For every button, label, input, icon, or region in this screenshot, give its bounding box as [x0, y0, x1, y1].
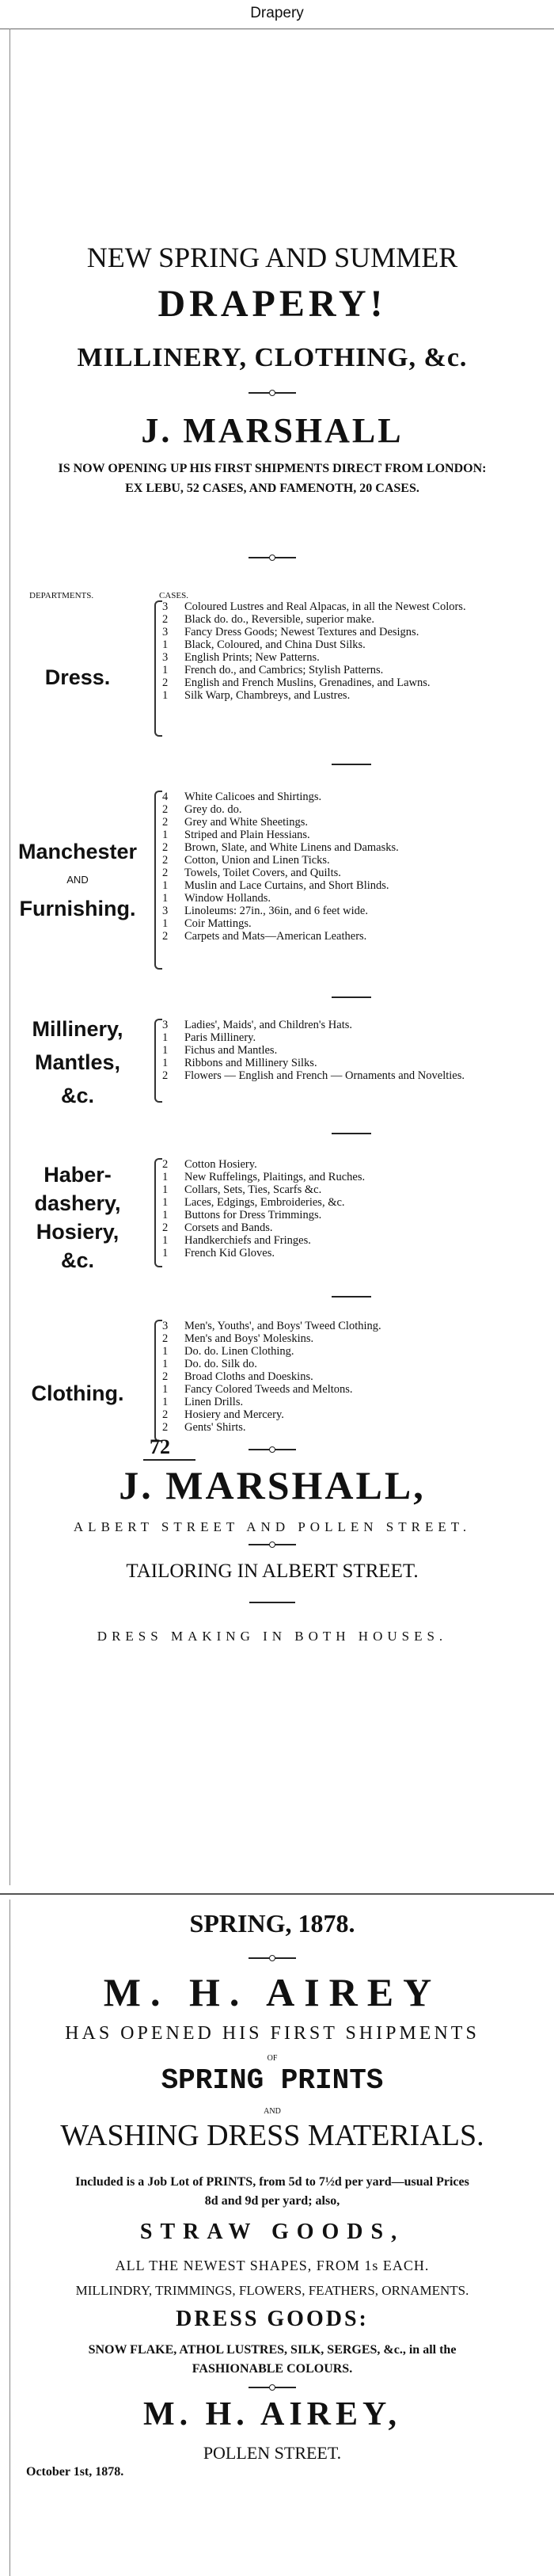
dept-clothing-label: Clothing.: [31, 1381, 124, 1405]
word-of: OF: [267, 2054, 278, 2063]
ornament-divider: [249, 1446, 296, 1453]
list-item: 1 Laces, Edgings, Embroideries, &c.: [162, 1196, 345, 1209]
dept-millinery-etc-label: &c.: [60, 1084, 95, 1107]
manchester-items: [162, 791, 531, 943]
brace: [154, 1019, 162, 1103]
tailoring-notice: TAILORING IN ALBERT STREET.: [126, 1560, 419, 1582]
footer-merchant-name: J. MARSHALL,: [119, 1463, 426, 1507]
list-item: 3 Coloured Lustres and Real Alpacas, in all the Newest Colors.: [162, 600, 466, 613]
list-item: 2 Towels, Toilet Covers, and Quilts.: [162, 867, 341, 879]
footer-merchant-name: M. H. AIREY,: [143, 2396, 401, 2433]
marshall-advertisement: [9, 29, 534, 1885]
ornament-divider: [249, 1541, 296, 1548]
pollen-street: POLLEN STREET.: [203, 2443, 342, 2463]
section-rule: [332, 1296, 371, 1298]
brace: [154, 1320, 162, 1442]
list-item: 1 Collars, Sets, Ties, Scarfs &c.: [162, 1183, 322, 1196]
list-item: 2 Corsets and Bands.: [162, 1221, 273, 1234]
list-item: 1 Handkerchiefs and Fringes.: [162, 1234, 311, 1247]
dept-furnishing-label: Furnishing.: [19, 897, 136, 920]
list-item: 2 Cotton Hosiery.: [162, 1158, 257, 1171]
headline-millinery-clothing: MILLINERY, CLOTHING, &c.: [77, 343, 468, 372]
dress-goods: DRESS GOODS:: [176, 2307, 369, 2331]
list-item: 1 New Ruffelings, Plaitings, and Ruches.: [162, 1171, 366, 1183]
list-item: 2 Black do. do., Reversible, superior make.: [162, 613, 374, 626]
list-item: 1 Striped and Plain Hessians.: [162, 829, 310, 841]
dept-millinery-label: Millinery,: [32, 1017, 123, 1041]
brace: [154, 1158, 162, 1267]
list-item: 1 Fichus and Mantles.: [162, 1044, 278, 1057]
haberdashery-items: [162, 1158, 531, 1259]
ornament-divider: [249, 2384, 296, 2391]
list-item: 2 Flowers — English and French — Ornaments and Novelties.: [162, 1069, 465, 1082]
straw-goods: STRAW GOODS,: [139, 2220, 405, 2244]
merchant-name: J. MARSHALL: [141, 411, 404, 450]
ornament-divider: [249, 554, 296, 561]
list-item: 1 Muslin and Lace Curtains, and Short Blinds.: [162, 879, 389, 892]
word-and: AND: [264, 2107, 281, 2116]
spring-prints: SPRING PRINTS: [161, 2064, 384, 2097]
dept-haberdashery-etc-label: &c.: [60, 1248, 95, 1272]
list-item: 1 Linen Drills.: [162, 1396, 244, 1408]
list-item: 2 Broad Cloths and Doeskins.: [162, 1370, 313, 1383]
merchant-name: M. H. AIREY: [103, 1970, 442, 2014]
dept-manchester-label: Manchester: [17, 840, 138, 863]
ad-date: October 1st, 1878.: [26, 2465, 124, 2479]
newest-shapes: ALL THE NEWEST SHAPES, FROM 1s EACH.: [115, 2258, 430, 2273]
dept-manchester-and: AND: [66, 874, 89, 886]
list-item: 1 Black, Coloured, and China Dust Silks.: [162, 638, 366, 651]
list-item: 2 Brown, Slate, and White Linens and Damasks.: [162, 841, 399, 854]
dept-hosiery-label: Hosiery,: [36, 1220, 120, 1244]
headline-spring-summer: NEW SPRING AND SUMMER: [86, 242, 458, 273]
fabrics-line2: FASHIONABLE COLOURS.: [192, 2362, 353, 2376]
list-item: 1 French Kid Gloves.: [162, 1247, 275, 1259]
section-rule: [332, 764, 371, 765]
list-item: 3 Ladies', Maids', and Children's Hats.: [162, 1019, 353, 1031]
section-title: Drapery: [250, 5, 304, 21]
list-item: 2 Grey do. do.: [162, 803, 242, 816]
ornament-divider: [249, 1955, 296, 1961]
dept-dress-label: Dress.: [44, 665, 111, 689]
dressmaking-notice: DRESS MAKING IN BOTH HOUSES.: [97, 1629, 448, 1644]
dept-mantles-label: Mantles,: [34, 1050, 121, 1074]
list-item: 2 Men's and Boys' Moleskins.: [162, 1332, 314, 1345]
list-item: 2 English and French Muslins, Grenadines, and Lawns.: [162, 676, 431, 689]
dept-haber-label: Haber-: [44, 1163, 112, 1187]
list-item: 4 White Calicoes and Shirtings.: [162, 791, 322, 803]
list-item: 3 Men's, Youths', and Boys' Tweed Clothing.: [162, 1320, 381, 1332]
airey-advertisement: [9, 1900, 534, 2576]
brace: [154, 600, 162, 737]
list-item: 3 Linoleums: 27in., 36in, and 6 feet wide.: [162, 905, 368, 917]
section-rule: [332, 1133, 371, 1134]
total-cases: 72: [150, 1435, 170, 1458]
cases-heading: CASES.: [159, 591, 188, 600]
millinery-items: [162, 1019, 531, 1082]
list-item: 1 Buttons for Dress Trimmings.: [162, 1209, 322, 1221]
season-heading: SPRING, 1878.: [189, 1909, 355, 1938]
list-item: 1 Ribbons and Millinery Silks.: [162, 1057, 317, 1069]
dress-items: [162, 600, 531, 702]
shipment-ships: EX LEBU, 52 CASES, AND FAMENOTH, 20 CASES.: [125, 482, 419, 495]
millindry-line: MILLINDRY, TRIMMINGS, FLOWERS, FEATHERS, ORNAMENTS.: [75, 2283, 469, 2298]
section-rule: [249, 1602, 295, 1603]
list-item: 1 Fancy Colored Tweeds and Meltons.: [162, 1383, 353, 1396]
list-item: 3 Fancy Dress Goods; Newest Textures and Designs.: [162, 626, 419, 638]
washing-materials: WASHING DRESS MATERIALS.: [60, 2119, 484, 2152]
fabrics-line1: SNOW FLAKE, ATHOL LUSTRES, SILK, SERGES, &c., in all the: [88, 2343, 457, 2357]
brace: [154, 791, 162, 970]
list-item: 2 Cotton, Union and Linen Ticks.: [162, 854, 330, 867]
list-item: 2 Carpets and Mats—American Leathers.: [162, 930, 367, 943]
shop-address: ALBERT STREET AND POLLEN STREET.: [73, 1519, 472, 1534]
clothing-items: [162, 1320, 531, 1434]
list-item: 2 Gents' Shirts.: [162, 1421, 246, 1434]
list-item: 3 English Prints; New Patterns.: [162, 651, 320, 664]
job-lot-line1: Included is a Job Lot of PRINTS, from 5d to 7½d per yard—usual Prices: [75, 2175, 469, 2189]
shipment-intro: IS NOW OPENING UP HIS FIRST SHIPMENTS DIRECT FROM LONDON:: [58, 462, 487, 475]
page-header: [0, 0, 554, 29]
total-underline: [143, 1459, 195, 1461]
list-item: 1 Silk Warp, Chambreys, and Lustres.: [162, 689, 351, 702]
advertisement-separator: [0, 1893, 554, 1895]
list-item: 2 Hosiery and Mercery.: [162, 1408, 284, 1421]
departments-heading: DEPARTMENTS.: [29, 591, 94, 600]
headline-drapery: DRAPERY!: [157, 283, 387, 325]
list-item: 1 Coir Mattings.: [162, 917, 252, 930]
ornament-divider: [249, 390, 296, 396]
list-item: 1 Paris Millinery.: [162, 1031, 256, 1044]
dept-dashery-label: dashery,: [34, 1191, 121, 1215]
list-item: 1 French do., and Cambrics; Stylish Patterns.: [162, 664, 384, 676]
list-item: 1 Do. do. Linen Clothing.: [162, 1345, 294, 1358]
job-lot-line2: 8d and 9d per yard; also,: [204, 2194, 340, 2208]
list-item: 1 Do. do. Silk do.: [162, 1358, 257, 1370]
section-rule: [332, 996, 371, 998]
list-item: 1 Window Hollands.: [162, 892, 271, 905]
list-item: 2 Grey and White Sheetings.: [162, 816, 308, 829]
opened-shipments: HAS OPENED HIS FIRST SHIPMENTS: [65, 2023, 480, 2044]
